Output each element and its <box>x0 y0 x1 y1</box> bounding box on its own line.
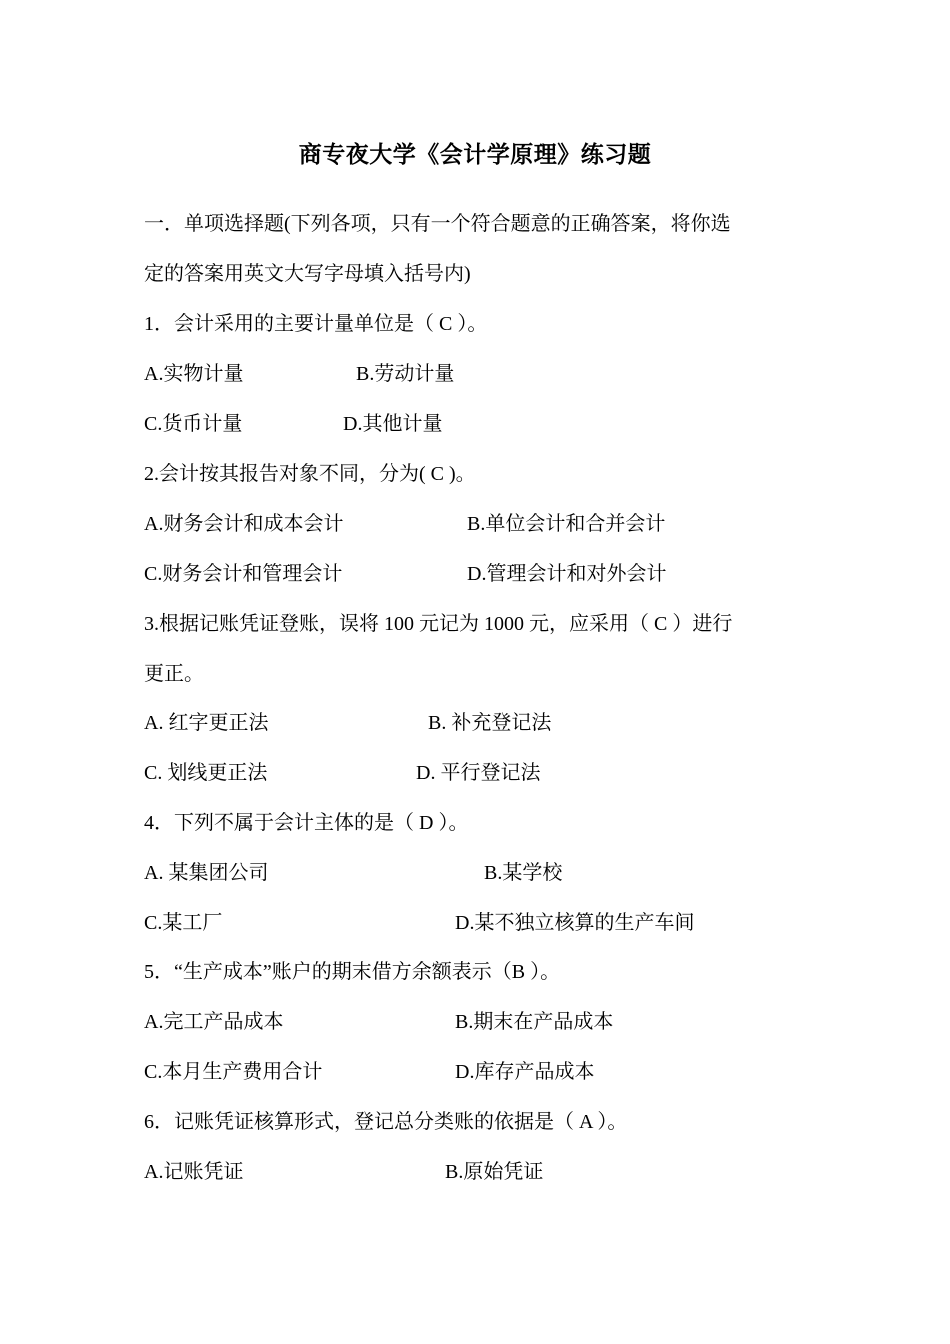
question-4-stem: 4．下列不属于会计主体的是（ D ）。 <box>144 812 469 834</box>
question-2-option-d: D.管理会计和对外会计 <box>467 563 667 585</box>
document-title: 商专夜大学《会计学原理》练习题 <box>298 142 652 167</box>
question-4-option-a: A. 某集团公司 <box>144 862 269 884</box>
question-2-stem: 2.会计按其报告对象不同，分为( C )。 <box>144 463 476 485</box>
question-5-option-b: B.期末在产品成本 <box>455 1011 614 1033</box>
question-6-stem: 6．记账凭证核算形式，登记总分类账的依据是（ A ）。 <box>144 1111 628 1133</box>
question-2-option-a: A.财务会计和成本会计 <box>144 513 344 535</box>
question-6-option-a: A.记账凭证 <box>144 1161 244 1183</box>
question-1-option-a: A.实物计量 <box>144 363 244 385</box>
question-3-option-d: D. 平行登记法 <box>416 762 541 784</box>
question-4-option-d: D.某不独立核算的生产车间 <box>455 912 695 934</box>
question-2-option-b: B.单位会计和合并会计 <box>467 513 666 535</box>
question-5-option-a: A.完工产品成本 <box>144 1011 284 1033</box>
question-3-option-b: B. 补充登记法 <box>428 712 552 734</box>
question-1-option-b: B.劳动计量 <box>356 363 455 385</box>
section-heading-line-2: 定的答案用英文大写字母填入括号内) <box>144 263 471 285</box>
section-heading-line-1: 一．单项选择题(下列各项，只有一个符合题意的正确答案，将你选 <box>144 213 731 235</box>
question-2-option-c: C.财务会计和管理会计 <box>144 563 343 585</box>
question-4-option-c: C.某工厂 <box>144 912 223 934</box>
question-1-stem: 1．会计采用的主要计量单位是（ C ）。 <box>144 313 488 335</box>
question-5-option-c: C.本月生产费用合计 <box>144 1061 323 1083</box>
question-3-stem-line-1: 3.根据记账凭证登账，误将 100 元记为 1000 元，应采用（ C ）进行 <box>144 613 733 635</box>
question-6-option-b: B.原始凭证 <box>445 1161 544 1183</box>
question-1-option-c: C.货币计量 <box>144 413 243 435</box>
question-3-stem-line-2: 更正。 <box>144 663 204 685</box>
question-5-stem: 5．“生产成本”账户的期末借方余额表示（B ）。 <box>144 961 561 983</box>
question-1-option-d: D.其他计量 <box>343 413 443 435</box>
question-5-option-d: D.库存产品成本 <box>455 1061 595 1083</box>
question-4-option-b: B.某学校 <box>484 862 563 884</box>
question-3-option-c: C. 划线更正法 <box>144 762 268 784</box>
question-3-option-a: A. 红字更正法 <box>144 712 269 734</box>
